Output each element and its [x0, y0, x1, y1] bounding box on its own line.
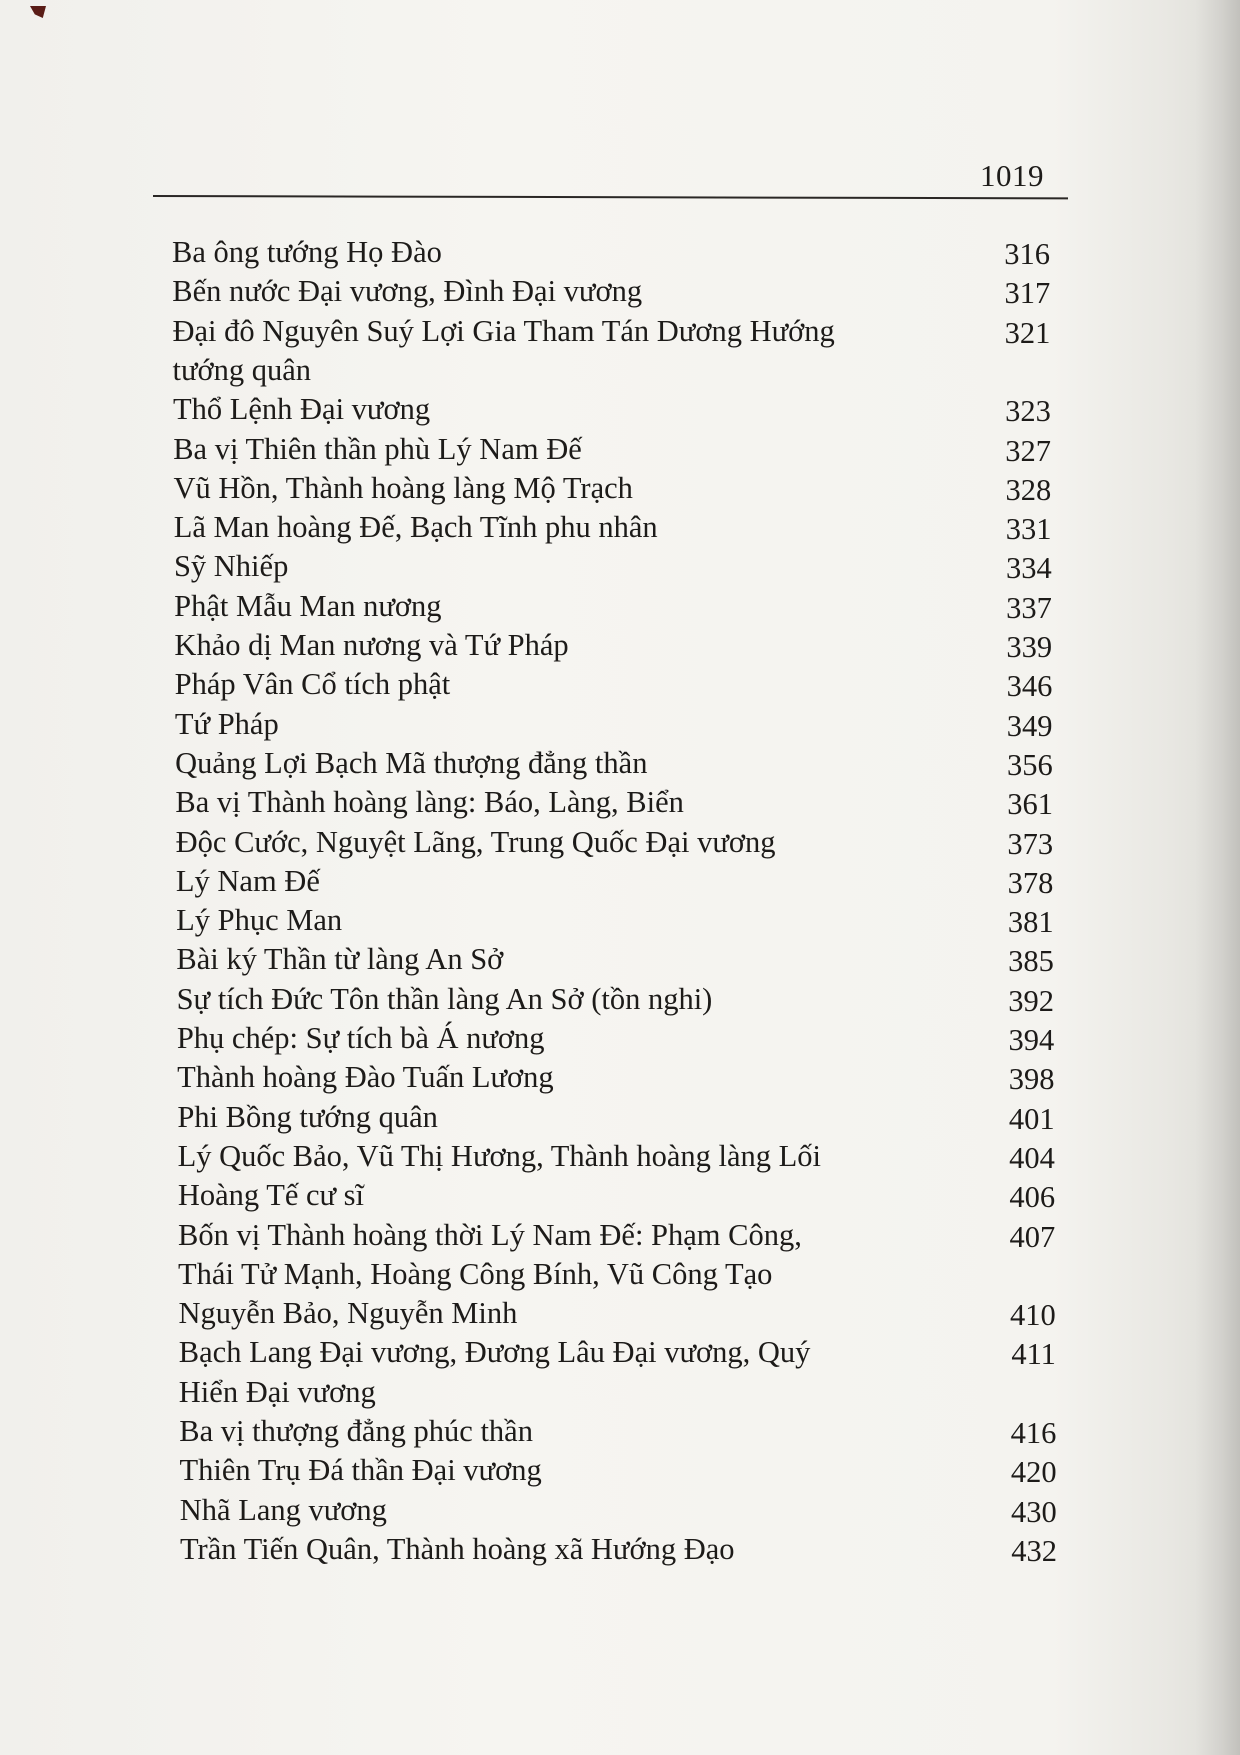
toc-entry-page-number: 378	[1007, 865, 1054, 900]
page-number: 1019	[980, 158, 1044, 193]
toc-entry-page-number: 316	[1004, 237, 1050, 271]
toc-entry-title: Phi Bồng tướng quân	[177, 1099, 438, 1134]
toc-entry-page-number: 323	[1005, 394, 1051, 429]
toc-entry-title: Bến nước Đại vương, Đình Đại vương	[172, 274, 643, 309]
toc-entry-page-number: 339	[1006, 630, 1053, 664]
toc-entry-page-number: 349	[1006, 708, 1053, 743]
toc-entry-page-number: 321	[1004, 315, 1051, 350]
toc-entry-page-number: 331	[1005, 512, 1052, 547]
toc-entry-title: Lý Quốc Bảo, Vũ Thị Hương, Thành hoàng làng Lối	[177, 1138, 821, 1173]
toc-entry-title: Bạch Lang Đại vương, Đương Lâu Đại vương, Quý	[178, 1335, 811, 1370]
toc-entry-title: Thành hoàng Đào Tuấn Lương	[177, 1060, 554, 1095]
toc-entry-title: Lý Nam Đế	[175, 863, 320, 898]
toc-entry-title: Trần Tiến Quân, Thành hoàng xã Hướng Đạo	[180, 1531, 735, 1566]
toc-entry-title: Độc Cước, Nguyệt Lãng, Trung Quốc Đại vương	[175, 824, 776, 859]
toc-entry-title: Pháp Vân Cổ tích phật	[174, 667, 451, 702]
toc-entry-title: Đại đô Nguyên Suý Lợi Gia Tham Tán Dương Hướng	[172, 313, 835, 348]
toc-entry-page-number: 404	[1009, 1140, 1055, 1175]
toc-entry-title: Nhã Lang vương	[179, 1492, 387, 1527]
toc-entry-page-number: 381	[1007, 905, 1054, 940]
toc-entry-title: Thái Tử Mạnh, Hoàng Công Bính, Vũ Công Tạo	[178, 1256, 773, 1291]
toc-entry-page-number: 334	[1005, 551, 1052, 586]
toc-entry-title: Sự tích Đức Tôn thần làng An Sở (tồn nghi)	[176, 981, 713, 1016]
toc-entry-page-number: 407	[1009, 1219, 1056, 1254]
toc-entry-page-number: 420	[1010, 1455, 1057, 1490]
toc-entry-page-number: 373	[1007, 826, 1054, 861]
toc-entry-title: Lý Phục Man	[176, 903, 343, 938]
toc-entry-page-number: 337	[1006, 590, 1052, 625]
toc-entry-title: Hiển Đại vương	[178, 1374, 376, 1409]
toc-entry-page-number: 356	[1007, 747, 1053, 782]
toc-entry-title: Ba ông tướng Họ Đào	[172, 235, 442, 269]
toc-entry-page-number: 392	[1008, 983, 1055, 1018]
toc-entry-page-number: 385	[1008, 944, 1054, 979]
toc-entry-page-number: 394	[1008, 1023, 1055, 1057]
toc-entry-title: Thổ Lệnh Đại vương	[172, 392, 431, 427]
toc-entry-title: Khảo dị Man nương và Tứ Pháp	[174, 628, 569, 662]
toc-entry-page-number: 317	[1004, 276, 1051, 311]
toc-entry-page-number: 398	[1008, 1062, 1055, 1097]
toc-entry-title: Phụ chép: Sự tích bà Á nương	[176, 1021, 545, 1055]
toc-entry-page-number: 406	[1009, 1180, 1056, 1215]
toc-entry-title: Ba vị Thành hoàng làng: Báo, Làng, Biển	[175, 785, 684, 820]
toc-entry-page-number: 410	[1009, 1298, 1056, 1333]
toc-entry-page-number: 346	[1006, 669, 1053, 704]
toc-entry-title: Bốn vị Thành hoàng thời Lý Nam Đế: Phạm Công,	[178, 1217, 802, 1252]
toc-entry-page-number: 361	[1007, 787, 1053, 822]
toc-entry-page-number: 411	[1011, 1337, 1056, 1372]
toc-entry-title: Ba vị thượng đẳng phúc thần	[179, 1414, 533, 1448]
toc-entry-title: Nguyễn Bảo, Nguyễn Minh	[178, 1296, 518, 1331]
toc-entry-page-number: 328	[1005, 472, 1052, 507]
toc-entry-title: Thiên Trụ Đá thần Đại vương	[179, 1453, 542, 1488]
toc-entry-title: Tứ Pháp	[174, 706, 279, 741]
toc-entry-page-number: 401	[1008, 1101, 1055, 1136]
toc-entry-title: Quảng Lợi Bạch Mã thượng đẳng thần	[175, 745, 648, 780]
toc-entry-title: Sỹ Nhiếp	[173, 549, 289, 584]
toc-entry-page-number: 430	[1011, 1494, 1057, 1529]
toc-entry-title: Ba vị Thiên thần phù Lý Nam Đế	[173, 431, 582, 466]
toc-entry-title: tướng quân	[172, 352, 312, 387]
toc-entry-page-number: 432	[1011, 1533, 1057, 1568]
toc-entry-title: Lã Man hoàng Đế, Bạch Tĩnh phu nhân	[173, 510, 658, 545]
toc-entry-page-number: 416	[1010, 1416, 1057, 1450]
toc-entry-title: Phật Mẫu Man nương	[174, 588, 442, 623]
toc-entry-title: Bài ký Thần từ làng An Sở	[176, 942, 504, 977]
toc-entry-title: Hoàng Tế cư sĩ	[177, 1178, 365, 1213]
toc-entry-title: Vũ Hồn, Thành hoàng làng Mộ Trạch	[173, 470, 633, 505]
toc-entry-page-number: 327	[1005, 433, 1052, 468]
